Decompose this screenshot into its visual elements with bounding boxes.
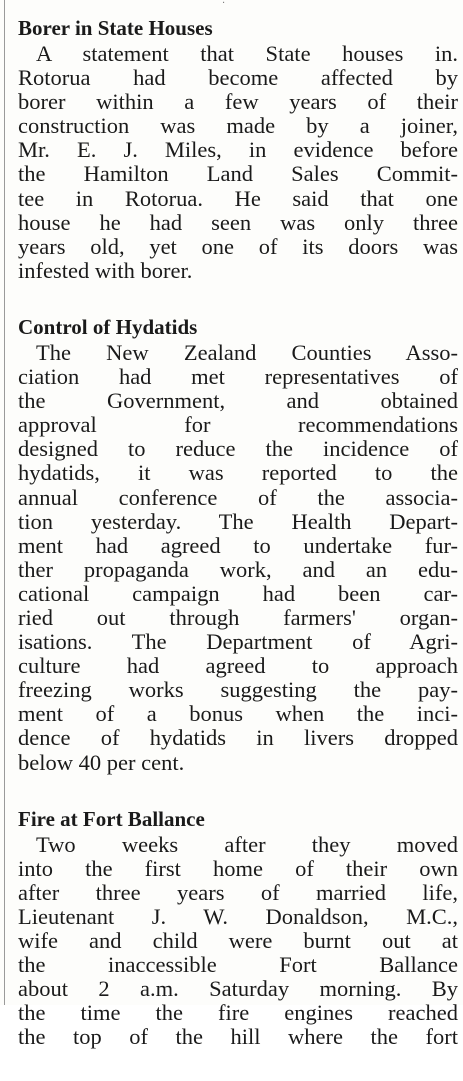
column-rule <box>4 0 5 1005</box>
body-line: ther propaganda work, and an edu- <box>18 556 458 582</box>
body-line: dence of hydatids in livers dropped <box>18 725 458 751</box>
body-line: below 40 per cent. <box>18 749 185 775</box>
body-line: ment of a bonus when the inci- <box>18 701 458 727</box>
body-line: Lieutenant J. W. Donaldson, M.C., <box>18 903 458 929</box>
body-line: after three years of married life, <box>18 879 458 905</box>
headline: Fire at Fort Ballance <box>18 806 205 831</box>
body-line: freezing works suggesting the pay- <box>18 677 458 703</box>
body-line: The New Zealand Counties Asso- <box>36 339 458 365</box>
body-line: hydatids, it was reported to the <box>18 460 458 486</box>
article-borer <box>18 16 458 283</box>
headline: Control of Hydatids <box>18 314 198 339</box>
body-line: approval for recommendations <box>18 412 458 438</box>
body-line: construction was made by a joiner, <box>18 113 458 139</box>
body-line: years old, yet one of its doors was <box>18 233 458 259</box>
article-fire <box>18 807 458 1050</box>
body-line: ment had agreed to undertake fur- <box>18 532 458 558</box>
body-line: A statement that State houses in. <box>36 41 458 66</box>
article-hydatids <box>18 315 458 775</box>
body-line: the Hamilton Land Sales Commit- <box>18 161 458 187</box>
body-line: tee in Rotorua. He said that one <box>18 185 458 211</box>
news-column <box>18 16 458 1081</box>
body-line: house he had seen was only three <box>18 209 458 235</box>
body-line: isations. The Department of Agri- <box>18 629 458 655</box>
body-line: Two weeks after they moved <box>36 831 458 857</box>
body-line: borer within a few years of their <box>18 89 458 115</box>
body-line: Rotorua had become affected by <box>18 65 458 91</box>
body-line: tion yesterday. The Health Depart- <box>18 508 458 534</box>
body-line: the time the fire engines reached <box>18 1000 458 1026</box>
body-line: the inaccessible Fort Ballance <box>18 952 458 978</box>
body-line: Mr. E. J. Miles, in evidence before <box>18 137 458 163</box>
body-line: into the first home of their own <box>18 855 458 881</box>
body-line: designed to reduce the incidence of <box>18 436 458 462</box>
body-line: about 2 a.m. Saturday morning. By <box>18 976 458 1002</box>
body-line: culture had agreed to approach <box>18 653 458 679</box>
body-line: the top of the hill where the fort <box>18 1024 458 1050</box>
body-line: ried out through farmers' organ- <box>18 604 458 630</box>
body-line: the Government, and obtained <box>18 388 458 414</box>
body-line: infested with borer. <box>18 257 193 283</box>
body-line: cational campaign had been car- <box>18 580 458 606</box>
print-smudge: · <box>222 0 226 9</box>
body-line: annual conference of the associa- <box>18 484 458 510</box>
body-line: ciation had met representatives of <box>18 364 458 390</box>
headline: Borer in State Houses <box>18 16 213 40</box>
body-line: wife and child were burnt out at <box>18 928 458 953</box>
